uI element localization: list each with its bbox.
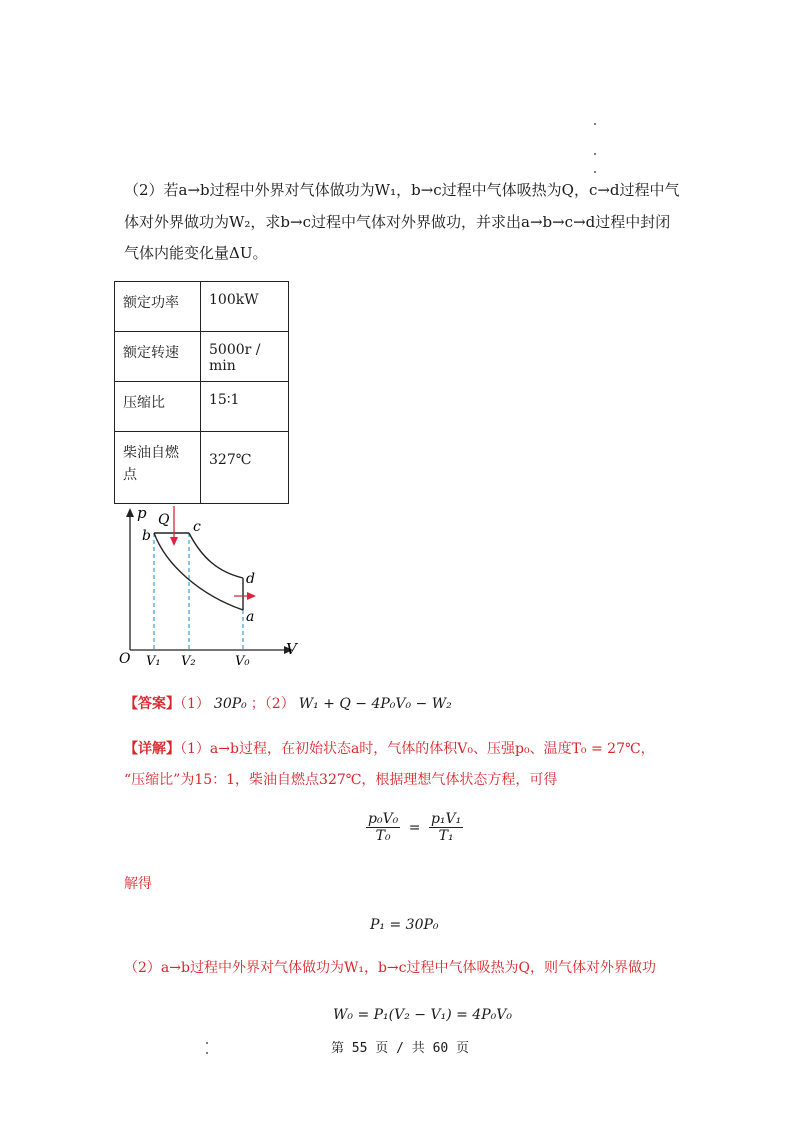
equation-ideal-gas <box>366 811 463 844</box>
margin-dot <box>594 171 596 173</box>
detail-tag: 【详解】 <box>124 741 180 757</box>
point-label-d: d <box>246 571 255 587</box>
table-key: 压缩比 <box>115 382 201 432</box>
heat-arrow-icon <box>170 537 178 546</box>
process-cd <box>189 533 243 578</box>
table-value: 5000r / min <box>201 332 289 382</box>
solve-label: 解得 <box>124 876 152 892</box>
tick-label-v1: V₁ <box>146 654 161 669</box>
eq1-left-fraction <box>366 811 400 844</box>
axis-label-v: V <box>286 640 297 658</box>
p-axis-arrow-icon <box>126 508 134 517</box>
answer-tag: 【答案】 <box>124 696 180 712</box>
process-ab <box>154 533 243 610</box>
table-row <box>115 382 289 432</box>
page-footer: 第 55 页 / 共 60 页 <box>330 1041 470 1056</box>
table-key: 柴油自燃点 <box>115 432 201 504</box>
eq1-left-numerator: p₀V₀ <box>368 811 399 827</box>
answer-line <box>124 697 684 711</box>
point-label-b: b <box>142 528 151 544</box>
origin-label: O <box>119 651 131 667</box>
eq1-left-denominator: T₀ <box>375 828 391 844</box>
eq1-right-numerator: p₁V₁ <box>430 811 462 827</box>
point-label-a: a <box>246 609 255 625</box>
table-key: 额定功率 <box>115 282 201 332</box>
spec-table <box>114 281 289 504</box>
answer-part2-label: （2） <box>264 696 295 712</box>
question-line-1: （2）若a→b过程中外界对气体做功为W₁，b→c过程中气体吸热为Q，c→d过程中气 <box>124 181 680 199</box>
margin-dot <box>594 153 596 155</box>
heat-label-q: Q <box>158 512 170 528</box>
detail-line-1-text: （1）a→b过程，在初始状态a时，气体的体积V₀、压强p₀、温度T₀ = 27℃， <box>180 741 655 757</box>
answer-part1-label: （1） <box>180 696 210 712</box>
table-row <box>115 332 289 382</box>
volume-arrow-icon <box>247 592 256 600</box>
detail-line-1 <box>124 742 684 756</box>
pv-diagram <box>110 500 310 672</box>
question-line-3: 气体内能变化量ΔU。 <box>124 244 268 262</box>
question-line-2: 体对外界做功为W₂，求b→c过程中气体对外界做功，并求出a→b→c→d过程中封闭 <box>124 213 671 231</box>
margin-dot <box>594 123 596 125</box>
table-value: 15∶1 <box>201 382 289 432</box>
table-key: 额定转速 <box>115 332 201 382</box>
detail-line-2: “压缩比”为15：1，柴油自燃点327℃，根据理想气体状态方程，可得 <box>124 772 558 788</box>
table-row <box>115 432 289 504</box>
eq1-equals: = <box>408 819 421 836</box>
axis-label-p: p <box>137 504 147 522</box>
detail-line-3: （2）a→b过程中外界对气体做功为W₁，b→c过程中气体吸热为Q，则气体对外界做功 <box>124 960 656 976</box>
eq1-right-fraction <box>429 811 463 844</box>
equation-p1: P₁ = 30P₀ <box>370 917 439 933</box>
table-row <box>115 282 289 332</box>
tick-label-v2: V₂ <box>181 654 196 669</box>
table-value: 327℃ <box>201 432 289 504</box>
point-label-c: c <box>193 519 201 535</box>
answer-sep: ； <box>250 696 265 712</box>
table-value: 100kW <box>201 282 289 332</box>
answer-part1: 30P₀ <box>213 696 247 712</box>
answer-part2: W₁ + Q − 4P₀V₀ − W₂ <box>298 696 452 712</box>
eq1-right-denominator: T₁ <box>438 828 454 844</box>
tick-label-v0: V₀ <box>235 654 250 669</box>
equation-work: W₀ = P₁(V₂ − V₁) = 4P₀V₀ <box>333 1007 512 1023</box>
